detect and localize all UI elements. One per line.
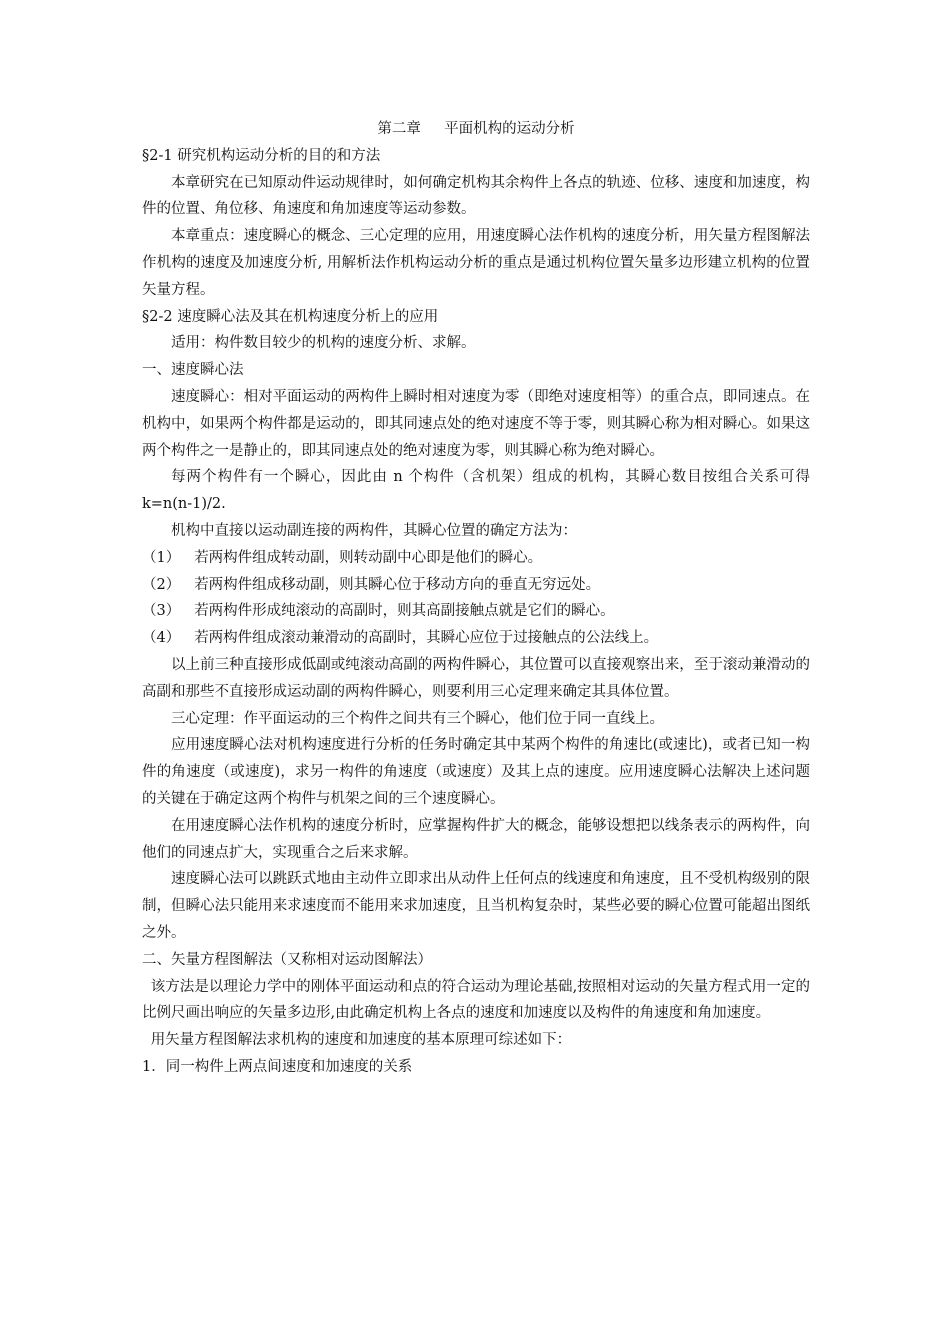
list-item-text: 若两构件组成移动副，则其瞬心位于移动方向的垂直无穷远处。 [194,576,601,593]
list-item [142,625,810,652]
section-heading-2-2: §2-2 速度瞬心法及其在机构速度分析上的应用 [142,308,439,325]
section-heading-2-1: §2-1 研究机构运动分析的目的和方法 [142,147,381,164]
paragraph-three-center-theorem: 三心定理：作平面运动的三个构件之间共有三个瞬心，他们位于同一直线上。 [171,710,664,727]
list-item [142,572,810,599]
list-item-text: 若两构件形成纯滚动的高副时，则其高副接触点就是它们的瞬心。 [194,603,615,620]
list-item [142,545,810,572]
chapter-name: 平面机构的运动分析 [444,121,575,137]
list-item-text: 若两构件组成转动副，则转动副中心即是他们的瞬心。 [194,549,543,566]
document-page [142,116,810,1081]
paragraph-key-points: 本章重点：速度瞬心的概念、三心定理的应用，用速度瞬心法作机构的速度分析，用矢量方程图解法作机构的速度及加速度分析, 用解析法作机构运动分析的重点是通过机构位置矢量多边形建立机构的位置矢量方程。 [142,228,810,298]
list-item-number: （2） [142,576,181,593]
list-item-number: （1） [142,549,181,566]
paragraph-instant-center-definition: 速度瞬心：相对平面运动的两构件上瞬时相对速度为零（即绝对速度相等）的重合点，即同速点。在机构中，如果两个构件都是运动的，即其同速点处的绝对速度不等于零，则其瞬心称为相对瞬心。如果这两个构件之一是静止的，即其同速点处的绝对速度为零，则其瞬心称为绝对瞬心。 [142,388,810,459]
paragraph-after-items: 以上前三种直接形成低副或纯滚动高副的两构件瞬心，其位置可以直接观察出来，至于滚动兼滑动的高副和那些不直接形成运动副的两构件瞬心，则要利用三心定理来确定其具体位置。 [142,656,810,700]
chapter-number: 第二章 [377,121,421,137]
paragraph-direct-pair-intro: 机构中直接以运动副连接的两构件，其瞬心位置的确定方法为： [171,522,577,539]
subheading-1: 1．同一构件上两点间速度和加速度的关系 [142,1058,413,1075]
paragraph-applicable: 适用：构件数目较少的机构的速度分析、求解。 [171,335,476,352]
list-item [142,598,810,625]
chapter-title [142,116,810,143]
list-item-number: （3） [142,603,181,620]
paragraph-application: 应用速度瞬心法对机构速度进行分析的任务时确定其中某两个构件的角速比(或速比)，或者已知一构件的角速度（或速度)，求另一构件的角速度（或速度）及其上点的速度。应用速度瞬心法解决上述问题的关键在于确定这两个构件与机架之间的三个速度瞬心。 [142,737,810,807]
paragraph-instant-center-count: 每两个构件有一个瞬心，因此由 n 个构件（含机架）组成的机构，其瞬心数目按组合关系可得 k=n(n-1)/2. [142,469,810,513]
paragraph-vector-principle: 用矢量方程图解法求机构的速度和加速度的基本原理可综述如下： [150,1032,572,1049]
paragraph-vector-method: 该方法是以理论力学中的刚体平面运动和点的符合运动为理论基础,按照相对运动的矢量方程式用一定的比例尺画出响应的矢量多边形,由此确定机构上各点的速度和加速度以及构件的角速度和角加速度。 [142,978,810,1022]
list-item-text: 若两构件组成滚动兼滑动的高副时，其瞬心应位于过接触点的公法线上。 [194,630,659,647]
part-heading-2: 二、矢量方程图解法（又称相对运动图解法） [142,951,432,968]
part-heading-1: 一、速度瞬心法 [142,362,244,379]
list-item-number: （4） [142,630,181,647]
paragraph-link-expansion: 在用速度瞬心法作机构的速度分析时，应掌握构件扩大的概念，能够设想把以线条表示的两构件，向他们的同速点扩大，实现重合之后来求解。 [142,817,810,861]
paragraph-purpose: 本章研究在已知原动件运动规律时，如何确定机构其余构件上各点的轨迹、位移、速度和加速度，构件的位置、角位移、角速度和角加速度等运动参数。 [142,174,810,218]
paragraph-limitations: 速度瞬心法可以跳跃式地由主动件立即求出从动件上任何点的线速度和角速度，且不受机构级别的限制，但瞬心法只能用来求速度而不能用来求加速度，且当机构复杂时，某些必要的瞬心位置可能超出图纸之外。 [142,871,810,941]
